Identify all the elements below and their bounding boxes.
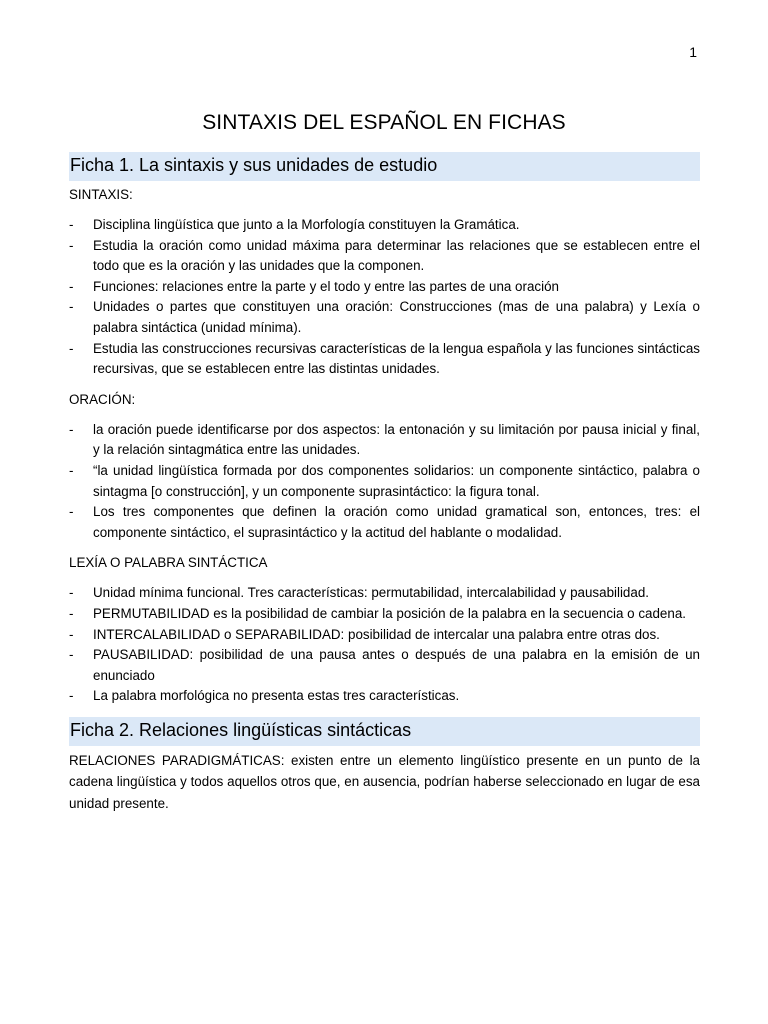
list-item: - Los tres componentes que definen la oración como unidad gramatical son, entonces, tres: el componente sintáctico, el suprasintáctico y la actitud del hablante o modalidad.: [69, 504, 700, 540]
document-title: SINTAXIS DEL ESPAÑOL EN FICHAS: [202, 111, 566, 134]
list-item: - Estudia la oración como unidad máxima para determinar las relaciones que se establecen entre el todo que es la oración y las unidades que la componen.: [69, 237, 700, 274]
list-dash: -: [69, 504, 74, 520]
document-content: [69, 152, 700, 814]
list-item: - la oración puede identificarse por dos aspectos: la entonación y su limitación por pausa inicial y final, y la relación sintagmática entre las unidades.: [69, 421, 700, 458]
relaciones-paradigmaticas-paragraph: RELACIONES PARADIGMÁTICAS: existen entre un elemento lingüístico presente en un punto de la cadena lingüística y todos aquellos otros que, en ausencia, podrían haberse seleccionado en lugar de esa unidad presente.: [69, 752, 700, 811]
list-dash: -: [69, 237, 74, 253]
oracion-label: ORACIÓN:: [69, 391, 136, 407]
list-item: - Disciplina lingüística que junto a la Morfología constituyen la Gramática.: [69, 215, 700, 236]
sintaxis-label: SINTAXIS:: [69, 187, 133, 202]
page-number: 1: [689, 44, 697, 60]
ficha-1-heading: Ficha 1. La sintaxis y sus unidades de estudio: [69, 152, 700, 181]
lexia-label: LEXÍA O PALABRA SINTÁCTICA: [69, 555, 268, 571]
ficha-2-heading: Ficha 2. Relaciones lingüísticas sintácticas: [69, 717, 700, 746]
list-item: - La palabra morfológica no presenta estas tres características.: [69, 686, 700, 707]
list-dash: -: [69, 299, 74, 315]
oracion-list: [69, 420, 700, 544]
list-item: - INTERCALABILIDAD o SEPARABILIDAD: posibilidad de intercalar una palabra entre otras dos.: [69, 625, 700, 646]
list-item: - Estudia las construcciones recursivas características de la lengua española y las funciones sintácticas recursivas, que se establecen entre las distintas unidades.: [69, 340, 700, 377]
list-dash: -: [69, 647, 74, 663]
list-item: - Unidades o partes que constituyen una oración: Construcciones (mas de una palabra) y Lexía o palabra sintáctica (unidad mínima).: [69, 299, 700, 335]
list-item: - Unidad mínima funcional. Tres características: permutabilidad, intercalabilidad y pausabilidad.: [69, 583, 700, 604]
sintaxis-list: [69, 215, 700, 380]
list-item: - “la unidad lingüística formada por dos componentes solidarios: un componente sintáctico, palabra o sintagma [o construcción], y un componente suprasintáctico: la figura tonal.: [69, 462, 700, 499]
list-dash: -: [69, 340, 74, 356]
list-dash: -: [69, 462, 74, 478]
list-dash: -: [69, 605, 74, 621]
list-item: - PAUSABILIDAD: posibilidad de una pausa antes o después de una palabra en la emisión de un enunciado: [69, 647, 700, 683]
list-dash: -: [69, 688, 74, 704]
lexia-list: [69, 583, 700, 707]
list-dash: -: [69, 421, 74, 437]
list-item: - Funciones: relaciones entre la parte y el todo y entre las partes de una oración: [69, 277, 700, 298]
list-dash: -: [69, 626, 74, 642]
list-item: - PERMUTABILIDAD es la posibilidad de cambiar la posición de la palabra en la secuencia o cadena.: [69, 604, 700, 625]
list-dash: -: [69, 217, 74, 232]
list-dash: -: [69, 585, 74, 601]
list-dash: -: [69, 278, 74, 294]
